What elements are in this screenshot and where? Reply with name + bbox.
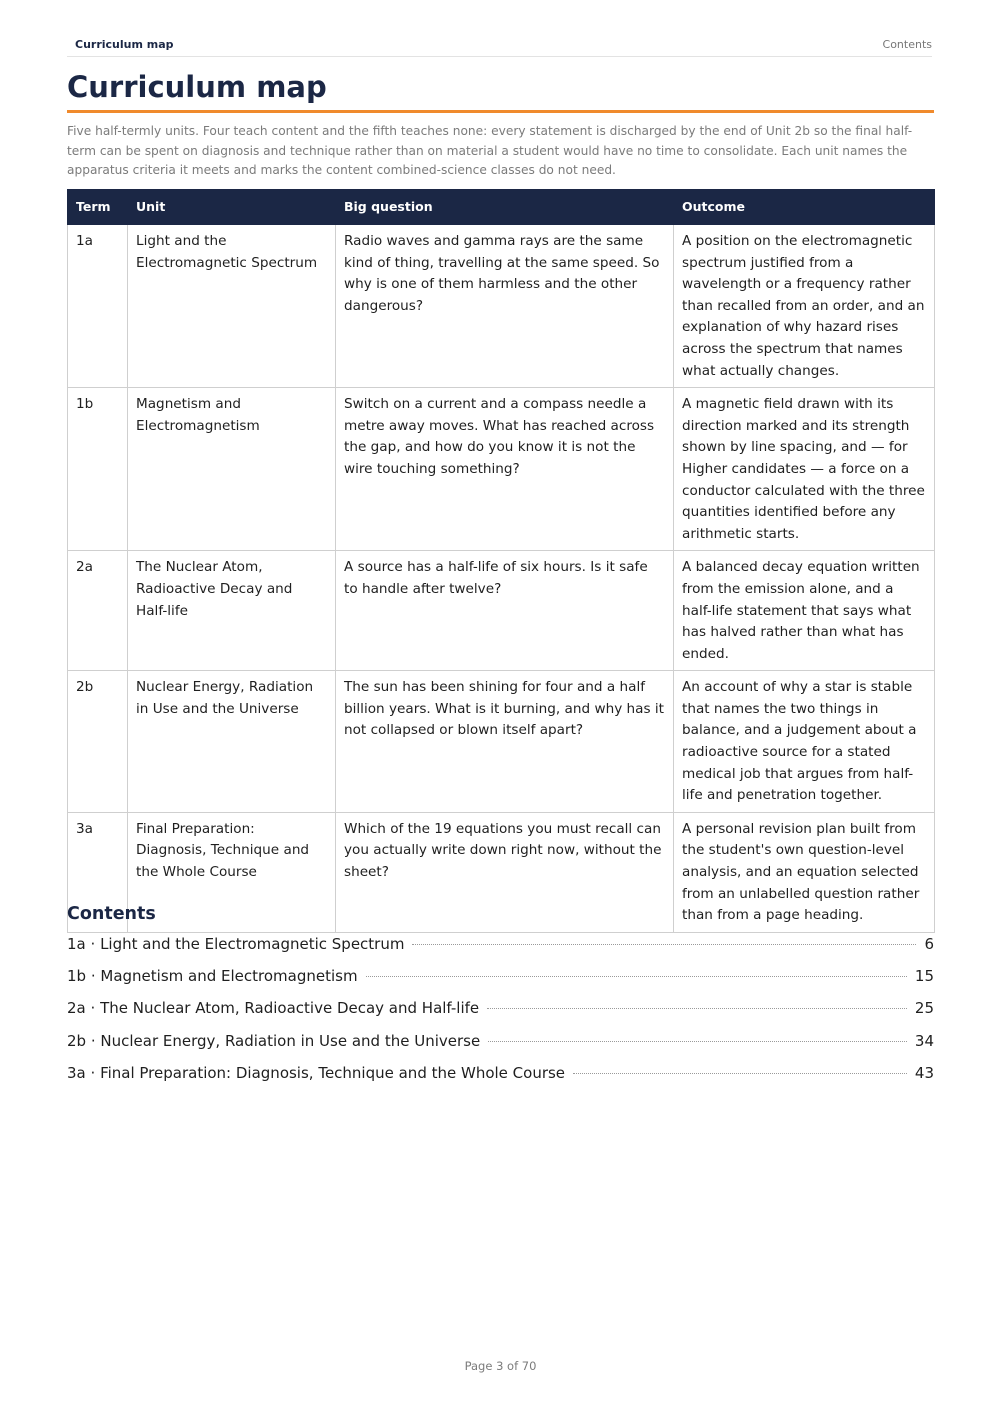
column-header-outcome: Outcome bbox=[674, 190, 935, 225]
contents-entry[interactable] bbox=[67, 1032, 934, 1064]
contents-entry[interactable] bbox=[67, 1064, 934, 1096]
curriculum-table bbox=[67, 189, 935, 933]
term-cell: 1a bbox=[68, 225, 128, 388]
contents-entry-separator: · bbox=[86, 1031, 101, 1050]
dot-leader bbox=[573, 1073, 907, 1074]
dot-leader bbox=[366, 976, 907, 977]
contents-entry-code: 1b bbox=[67, 967, 87, 986]
page-title: Curriculum map bbox=[67, 70, 934, 113]
table-header-row bbox=[68, 190, 935, 225]
contents-entry-code: 2b bbox=[67, 1031, 87, 1050]
contents-heading: Contents bbox=[67, 904, 156, 924]
big-question-cell: Switch on a current and a compass needle a metre away moves. What has reached across the gap, and how do you know it is not the wire touching something? bbox=[336, 388, 674, 551]
unit-cell: Light and the Electromagnetic Spectrum bbox=[128, 225, 336, 388]
dot-leader bbox=[488, 1041, 907, 1042]
outcome-cell: A position on the electromagnetic spectrum justified from a wavelength or a frequency rather than recalled from an order, and an explanation of why hazard rises across the spectrum that names what actually changes. bbox=[674, 225, 935, 388]
table-row bbox=[68, 551, 935, 671]
big-question-cell: Radio waves and gamma rays are the same kind of thing, travelling at the same speed. So why is one of them harmless and the other dangerous? bbox=[336, 225, 674, 388]
table-row bbox=[68, 388, 935, 551]
contents-entry-page: 34 bbox=[914, 1031, 934, 1050]
running-head-right: Contents bbox=[882, 38, 932, 51]
dot-leader bbox=[412, 944, 916, 945]
big-question-cell: A source has a half-life of six hours. Is it safe to handle after twelve? bbox=[336, 551, 674, 671]
term-cell: 1b bbox=[68, 388, 128, 551]
term-cell: 3a bbox=[68, 812, 128, 932]
contents-entry-code: 2a bbox=[67, 999, 86, 1018]
running-head bbox=[67, 38, 932, 57]
big-question-cell: The sun has been shining for four and a half billion years. What is it burning, and why has it not collapsed or blown itself apart? bbox=[336, 671, 674, 813]
unit-cell: The Nuclear Atom, Radioactive Decay and Half-life bbox=[128, 551, 336, 671]
page-number-footer: Page 3 of 70 bbox=[464, 1359, 537, 1373]
intro-paragraph: Five half-termly units. Four teach content and the fifth teaches none: every statement is discharged by the end of Unit 2b so the final half-term can be spent on diagnosis and technique rather than on material a student would have no time to consolidate. Each unit names the apparatus criteria it meets and marks the content combined-science classes do not need. bbox=[67, 124, 913, 178]
contents-entry-page: 15 bbox=[914, 967, 934, 986]
column-header-unit: Unit bbox=[128, 190, 336, 225]
outcome-cell: A balanced decay equation written from the emission alone, and a half-life statement that says what has halved rather than what has ended. bbox=[674, 551, 935, 671]
table-row bbox=[68, 671, 935, 813]
term-cell: 2b bbox=[68, 671, 128, 813]
contents-entry[interactable] bbox=[67, 935, 934, 967]
outcome-cell: A personal revision plan built from the student's own question-level analysis, and an equation selected from an unlabelled question rather than from a page heading. bbox=[674, 812, 935, 932]
unit-cell: Nuclear Energy, Radiation in Use and the Universe bbox=[128, 671, 336, 813]
table-row bbox=[68, 812, 935, 932]
contents-entry-page: 25 bbox=[914, 999, 934, 1018]
unit-cell: Final Preparation: Diagnosis, Technique and the Whole Course bbox=[128, 812, 336, 932]
unit-cell: Magnetism and Electromagnetism bbox=[128, 388, 336, 551]
contents-entry-code: 3a bbox=[67, 1063, 86, 1082]
contents-entry-page: 6 bbox=[924, 935, 934, 953]
contents-entry-separator: · bbox=[85, 1063, 101, 1082]
big-question-cell: Which of the 19 equations you must recall can you actually write down right now, without the sheet? bbox=[336, 812, 674, 932]
contents-entry-separator: · bbox=[86, 967, 101, 986]
contents-entry-title: Final Preparation: Diagnosis, Technique and the Whole Course bbox=[100, 1063, 566, 1082]
contents-list bbox=[67, 935, 934, 1096]
contents-entry-separator: · bbox=[85, 935, 101, 953]
contents-entry-page: 43 bbox=[914, 1063, 934, 1082]
contents-entry-code: 1a bbox=[67, 935, 86, 953]
term-cell: 2a bbox=[68, 551, 128, 671]
contents-entry-separator: · bbox=[85, 999, 101, 1018]
contents-entry[interactable] bbox=[67, 967, 934, 999]
column-header-big-question: Big question bbox=[336, 190, 674, 225]
contents-entry[interactable] bbox=[67, 999, 934, 1031]
table-row bbox=[68, 225, 935, 388]
contents-entry-title: Magnetism and Electromagnetism bbox=[100, 967, 358, 986]
running-head-left: Curriculum map bbox=[75, 38, 174, 51]
outcome-cell: A magnetic field drawn with its direction marked and its strength shown by line spacing, and — for Higher candidates — a force on a conductor calculated with the three quantities identified before any arithmetic starts. bbox=[674, 388, 935, 551]
outcome-cell: An account of why a star is stable that names the two things in balance, and a judgement about a radioactive source for a stated medical job that argues from half-life and penetration together. bbox=[674, 671, 935, 813]
dot-leader bbox=[487, 1008, 907, 1009]
column-header-term: Term bbox=[68, 190, 128, 225]
contents-entry-title: Light and the Electromagnetic Spectrum bbox=[100, 935, 405, 953]
contents-entry-title: The Nuclear Atom, Radioactive Decay and Half-life bbox=[100, 999, 480, 1018]
contents-entry-title: Nuclear Energy, Radiation in Use and the Universe bbox=[100, 1031, 481, 1050]
